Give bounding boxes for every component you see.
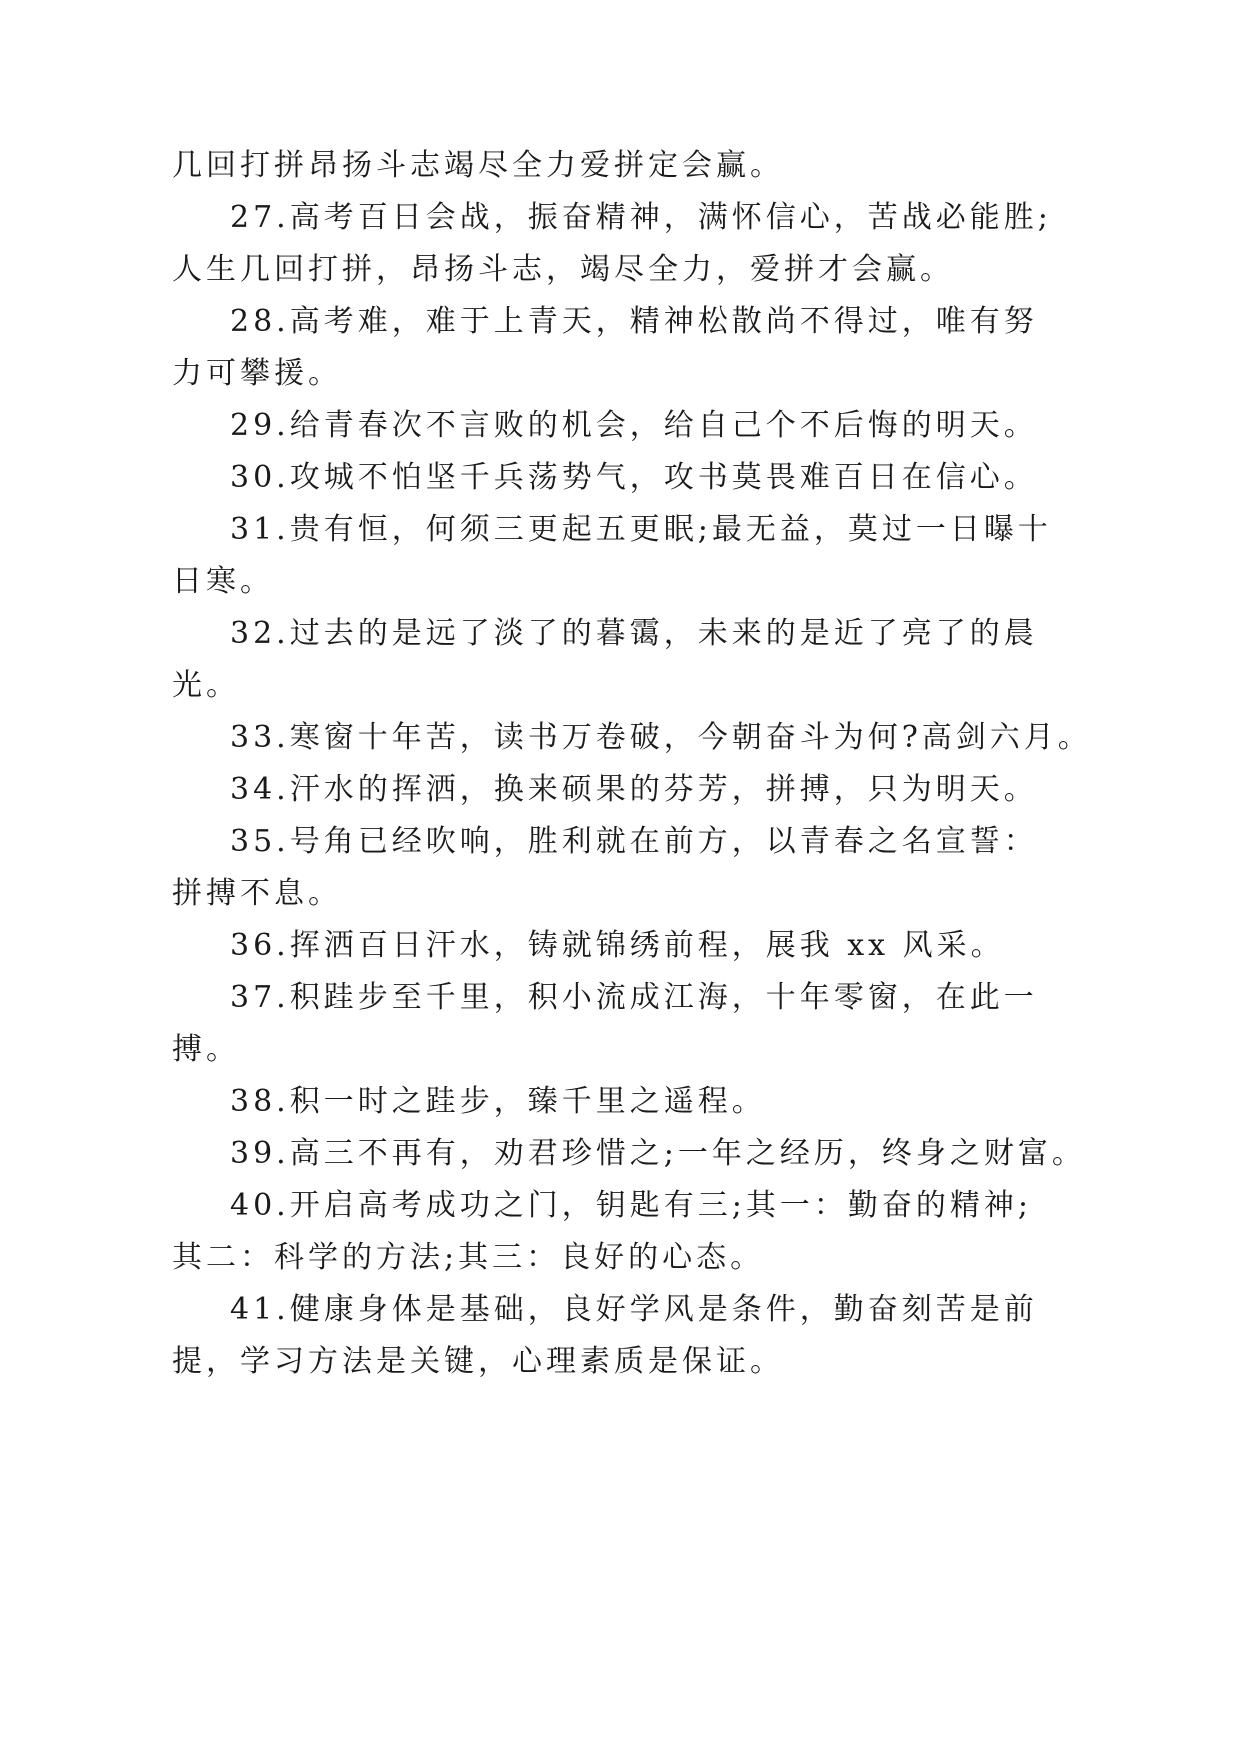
text-line: 34.汗水的挥洒，换来硕果的芬芳，拼搏，只为明天。	[230, 772, 1038, 807]
text-line: 41.健康身体是基础，良好学风是条件，勤奋刻苦是前	[230, 1292, 1038, 1327]
text-line: 提，学习方法是关键，心理素质是保证。	[172, 1344, 784, 1379]
text-line: 32.过去的是远了淡了的暮霭，未来的是近了亮了的晨	[230, 616, 1038, 651]
text-line: 其二：科学的方法;其三：良好的心态。	[172, 1240, 765, 1275]
text-line: 光。	[172, 668, 240, 703]
text-line: 几回打拼昂扬斗志竭尽全力爱拼定会赢。	[172, 148, 784, 183]
text-line: 力可攀援。	[172, 356, 342, 391]
text-line: 日寒。	[172, 564, 274, 599]
text-line: 搏。	[172, 1032, 240, 1067]
text-line: 33.寒窗十年苦，读书万卷破，今朝奋斗为何?高剑六月。	[230, 720, 1092, 755]
text-line: 29.给青春次不言败的机会，给自己个不后悔的明天。	[230, 408, 1038, 443]
text-line: 39.高三不再有，劝君珍惜之;一年之经历，终身之财富。	[230, 1136, 1086, 1171]
text-line: 38.积一时之跬步，臻千里之遥程。	[230, 1084, 766, 1119]
text-line: 拼搏不息。	[172, 876, 342, 911]
text-line: 37.积跬步至千里，积小流成江海，十年零窗，在此一	[230, 980, 1038, 1015]
text-line: 36.挥洒百日汗水，铸就锦绣前程，展我 xx 风采。	[230, 928, 1005, 963]
text-line: 人生几回打拼，昂扬斗志，竭尽全力，爱拼才会赢。	[172, 252, 954, 287]
text-line: 35.号角已经吹响，胜利就在前方，以青春之名宣誓：	[230, 824, 1038, 859]
text-line: 27.高考百日会战，振奋精神，满怀信心，苦战必能胜;	[230, 200, 1052, 235]
text-line: 30.攻城不怕坚千兵荡势气，攻书莫畏难百日在信心。	[230, 460, 1038, 495]
text-line: 40.开启高考成功之门，钥匙有三;其一：勤奋的精神;	[230, 1188, 1032, 1223]
text-line: 31.贵有恒，何须三更起五更眠;最无益，莫过一日曝十	[230, 512, 1052, 547]
text-line: 28.高考难，难于上青天，精神松散尚不得过，唯有努	[230, 304, 1038, 339]
